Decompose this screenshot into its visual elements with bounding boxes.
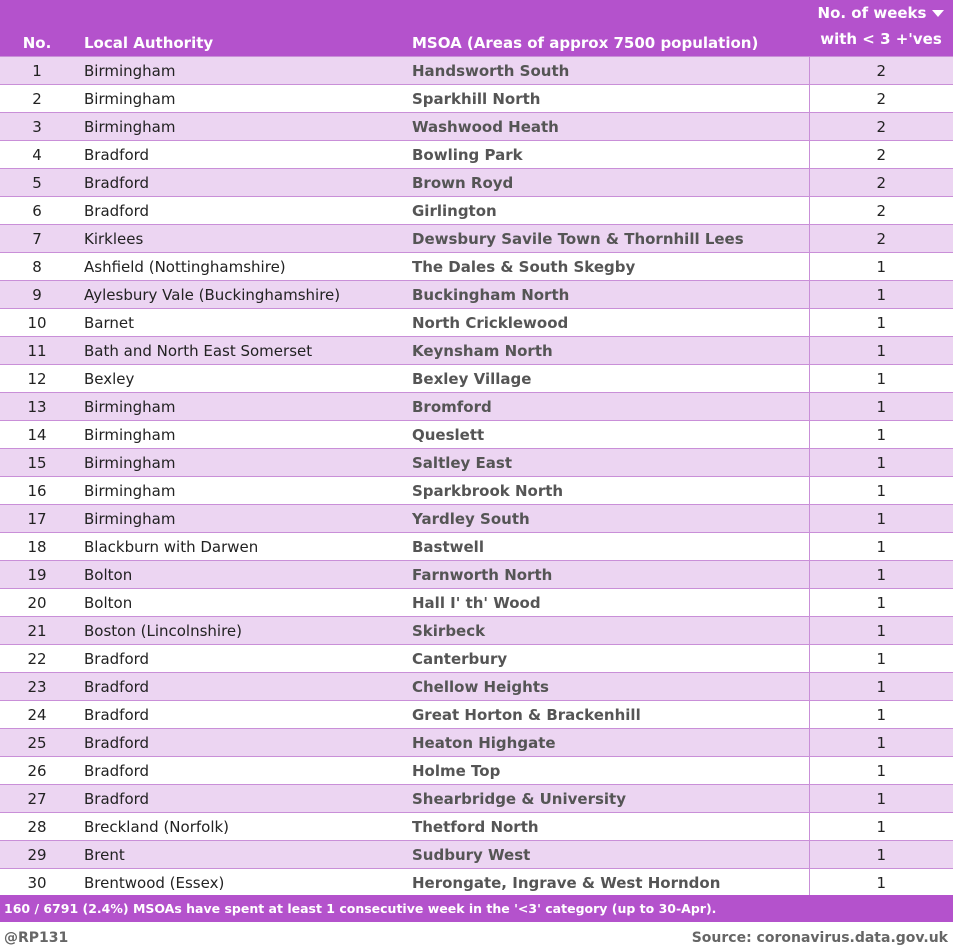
row-number: 29 bbox=[0, 841, 74, 869]
row-number: 12 bbox=[0, 365, 74, 393]
header-msoa[interactable]: MSOA (Areas of approx 7500 population) bbox=[412, 34, 759, 52]
header-no[interactable]: No. bbox=[22, 34, 52, 52]
table-row bbox=[0, 785, 953, 813]
table-row bbox=[0, 589, 953, 617]
row-local-authority: Bexley bbox=[74, 365, 404, 393]
row-msoa: Thetford North bbox=[404, 813, 809, 841]
row-number: 1 bbox=[0, 57, 74, 85]
row-weeks: 1 bbox=[809, 785, 953, 813]
row-local-authority: Birmingham bbox=[74, 85, 404, 113]
table-row bbox=[0, 645, 953, 673]
row-number: 30 bbox=[0, 869, 74, 897]
row-local-authority: Bradford bbox=[74, 757, 404, 785]
row-number: 6 bbox=[0, 197, 74, 225]
row-weeks: 2 bbox=[809, 169, 953, 197]
table-row bbox=[0, 57, 953, 85]
row-msoa: Sparkbrook North bbox=[404, 477, 809, 505]
table-row bbox=[0, 169, 953, 197]
row-msoa: Keynsham North bbox=[404, 337, 809, 365]
row-number: 3 bbox=[0, 113, 74, 141]
table-row bbox=[0, 253, 953, 281]
table-row bbox=[0, 505, 953, 533]
row-weeks: 1 bbox=[809, 449, 953, 477]
table-row bbox=[0, 421, 953, 449]
row-number: 27 bbox=[0, 785, 74, 813]
row-number: 5 bbox=[0, 169, 74, 197]
row-msoa: Canterbury bbox=[404, 645, 809, 673]
row-msoa: Buckingham North bbox=[404, 281, 809, 309]
row-weeks: 2 bbox=[809, 113, 953, 141]
table-row bbox=[0, 365, 953, 393]
sort-descending-icon[interactable] bbox=[932, 10, 944, 17]
table-row bbox=[0, 701, 953, 729]
table-row bbox=[0, 113, 953, 141]
table-row bbox=[0, 813, 953, 841]
row-msoa: Yardley South bbox=[404, 505, 809, 533]
row-weeks: 1 bbox=[809, 561, 953, 589]
row-local-authority: Ashfield (Nottinghamshire) bbox=[74, 253, 404, 281]
row-local-authority: Boston (Lincolnshire) bbox=[74, 617, 404, 645]
footer bbox=[0, 922, 953, 951]
row-msoa: Brown Royd bbox=[404, 169, 809, 197]
row-number: 15 bbox=[0, 449, 74, 477]
row-msoa: Farnworth North bbox=[404, 561, 809, 589]
row-local-authority: Bradford bbox=[74, 197, 404, 225]
row-weeks: 1 bbox=[809, 645, 953, 673]
row-local-authority: Birmingham bbox=[74, 505, 404, 533]
row-weeks: 1 bbox=[809, 253, 953, 281]
row-number: 21 bbox=[0, 617, 74, 645]
row-msoa: Herongate, Ingrave & West Horndon bbox=[404, 869, 809, 897]
row-local-authority: Bradford bbox=[74, 701, 404, 729]
row-local-authority: Bradford bbox=[74, 729, 404, 757]
row-number: 23 bbox=[0, 673, 74, 701]
row-local-authority: Birmingham bbox=[74, 113, 404, 141]
row-weeks: 1 bbox=[809, 841, 953, 869]
row-weeks: 1 bbox=[809, 869, 953, 897]
summary-note: 160 / 6791 (2.4%) MSOAs have spent at least 1 consecutive week in the '<3' category (up to 30-Apr). bbox=[0, 895, 953, 922]
table-row bbox=[0, 673, 953, 701]
row-msoa: Queslett bbox=[404, 421, 809, 449]
row-msoa: Holme Top bbox=[404, 757, 809, 785]
table-row bbox=[0, 757, 953, 785]
table-row bbox=[0, 533, 953, 561]
row-msoa: Great Horton & Brackenhill bbox=[404, 701, 809, 729]
row-weeks: 1 bbox=[809, 281, 953, 309]
row-local-authority: Bradford bbox=[74, 645, 404, 673]
table-row bbox=[0, 337, 953, 365]
row-local-authority: Brent bbox=[74, 841, 404, 869]
row-number: 20 bbox=[0, 589, 74, 617]
row-number: 9 bbox=[0, 281, 74, 309]
row-msoa: Sparkhill North bbox=[404, 85, 809, 113]
row-weeks: 2 bbox=[809, 197, 953, 225]
table-row bbox=[0, 617, 953, 645]
row-number: 8 bbox=[0, 253, 74, 281]
row-weeks: 1 bbox=[809, 589, 953, 617]
table-row bbox=[0, 281, 953, 309]
row-weeks: 2 bbox=[809, 57, 953, 85]
table-row bbox=[0, 225, 953, 253]
row-local-authority: Birmingham bbox=[74, 477, 404, 505]
row-msoa: Bromford bbox=[404, 393, 809, 421]
row-local-authority: Birmingham bbox=[74, 57, 404, 85]
row-msoa: Handsworth South bbox=[404, 57, 809, 85]
row-weeks: 1 bbox=[809, 309, 953, 337]
row-weeks: 1 bbox=[809, 337, 953, 365]
row-local-authority: Barnet bbox=[74, 309, 404, 337]
row-weeks: 1 bbox=[809, 729, 953, 757]
row-msoa: Bastwell bbox=[404, 533, 809, 561]
row-msoa: Saltley East bbox=[404, 449, 809, 477]
row-msoa: Sudbury West bbox=[404, 841, 809, 869]
table-body bbox=[0, 57, 953, 897]
row-weeks: 1 bbox=[809, 421, 953, 449]
row-local-authority: Bradford bbox=[74, 169, 404, 197]
header-weeks-line1: No. of weeks bbox=[817, 4, 927, 22]
row-number: 16 bbox=[0, 477, 74, 505]
row-weeks: 2 bbox=[809, 85, 953, 113]
row-msoa: Girlington bbox=[404, 197, 809, 225]
row-msoa: North Cricklewood bbox=[404, 309, 809, 337]
row-number: 14 bbox=[0, 421, 74, 449]
row-weeks: 1 bbox=[809, 477, 953, 505]
row-local-authority: Birmingham bbox=[74, 449, 404, 477]
row-msoa: Bexley Village bbox=[404, 365, 809, 393]
row-local-authority: Aylesbury Vale (Buckinghamshire) bbox=[74, 281, 404, 309]
table-row bbox=[0, 729, 953, 757]
row-weeks: 1 bbox=[809, 701, 953, 729]
row-number: 25 bbox=[0, 729, 74, 757]
row-local-authority: Breckland (Norfolk) bbox=[74, 813, 404, 841]
row-number: 11 bbox=[0, 337, 74, 365]
table-row bbox=[0, 309, 953, 337]
row-local-authority: Bolton bbox=[74, 589, 404, 617]
table-row bbox=[0, 197, 953, 225]
table-row bbox=[0, 841, 953, 869]
row-number: 10 bbox=[0, 309, 74, 337]
row-number: 18 bbox=[0, 533, 74, 561]
row-local-authority: Blackburn with Darwen bbox=[74, 533, 404, 561]
row-msoa: Washwood Heath bbox=[404, 113, 809, 141]
row-number: 17 bbox=[0, 505, 74, 533]
row-weeks: 1 bbox=[809, 813, 953, 841]
row-number: 13 bbox=[0, 393, 74, 421]
table-row bbox=[0, 449, 953, 477]
table-row bbox=[0, 393, 953, 421]
row-msoa: Heaton Highgate bbox=[404, 729, 809, 757]
row-local-authority: Bradford bbox=[74, 141, 404, 169]
row-weeks: 1 bbox=[809, 617, 953, 645]
row-msoa: Bowling Park bbox=[404, 141, 809, 169]
row-msoa: The Dales & South Skegby bbox=[404, 253, 809, 281]
row-number: 19 bbox=[0, 561, 74, 589]
row-number: 7 bbox=[0, 225, 74, 253]
row-number: 22 bbox=[0, 645, 74, 673]
row-local-authority: Bradford bbox=[74, 673, 404, 701]
table-row bbox=[0, 85, 953, 113]
row-weeks: 1 bbox=[809, 757, 953, 785]
row-local-authority: Bolton bbox=[74, 561, 404, 589]
data-source: Source: coronavirus.data.gov.uk bbox=[691, 930, 948, 946]
table-header-row bbox=[0, 0, 953, 57]
row-number: 2 bbox=[0, 85, 74, 113]
row-number: 24 bbox=[0, 701, 74, 729]
row-weeks: 1 bbox=[809, 673, 953, 701]
header-local-authority[interactable]: Local Authority bbox=[84, 34, 214, 52]
row-local-authority: Birmingham bbox=[74, 421, 404, 449]
row-weeks: 1 bbox=[809, 533, 953, 561]
row-weeks: 2 bbox=[809, 225, 953, 253]
row-weeks: 1 bbox=[809, 365, 953, 393]
header-weeks-line2: with < 3 +'ves bbox=[820, 30, 942, 48]
row-local-authority: Brentwood (Essex) bbox=[74, 869, 404, 897]
row-msoa: Chellow Heights bbox=[404, 673, 809, 701]
row-weeks: 2 bbox=[809, 141, 953, 169]
table-row bbox=[0, 477, 953, 505]
author-handle: @RP131 bbox=[4, 930, 69, 946]
row-weeks: 1 bbox=[809, 505, 953, 533]
table-row bbox=[0, 869, 953, 897]
row-msoa: Shearbridge & University bbox=[404, 785, 809, 813]
table-row bbox=[0, 561, 953, 589]
row-number: 4 bbox=[0, 141, 74, 169]
row-msoa: Hall I' th' Wood bbox=[404, 589, 809, 617]
row-local-authority: Birmingham bbox=[74, 393, 404, 421]
row-local-authority: Bradford bbox=[74, 785, 404, 813]
row-local-authority: Bath and North East Somerset bbox=[74, 337, 404, 365]
row-msoa: Skirbeck bbox=[404, 617, 809, 645]
row-msoa: Dewsbury Savile Town & Thornhill Lees bbox=[404, 225, 809, 253]
row-number: 28 bbox=[0, 813, 74, 841]
row-local-authority: Kirklees bbox=[74, 225, 404, 253]
row-number: 26 bbox=[0, 757, 74, 785]
table-row bbox=[0, 141, 953, 169]
row-weeks: 1 bbox=[809, 393, 953, 421]
header-weeks[interactable] bbox=[809, 0, 953, 57]
